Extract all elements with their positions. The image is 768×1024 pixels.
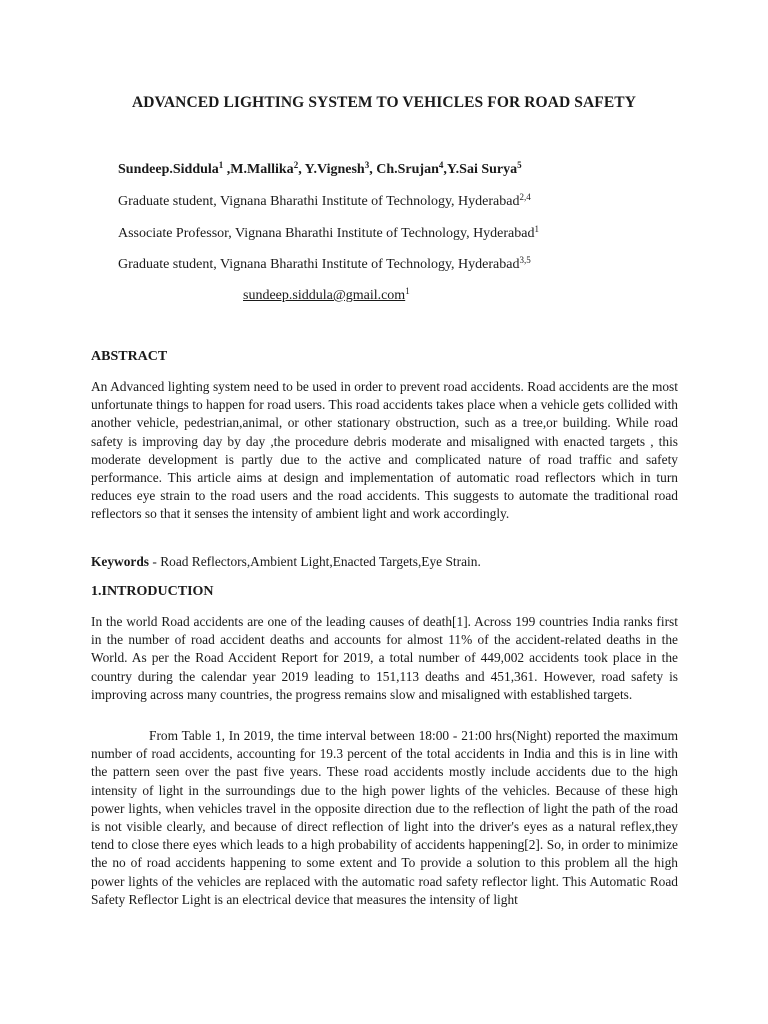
affiliation-text: Associate Professor, Vignana Bharathi Institute of Technology, Hyderabad [118,226,535,241]
author-separator: , [298,162,305,177]
introduction-paragraph: From Table 1, In 2019, the time interval between 18:00 - 21:00 hrs(Night) reported the maximum number of road accidents, accounting for 19.3 percent of the total accidents in India and this is in line with the pattern seen over the past five years. These road accidents mostly include accidents due to the high intensity of light in the surroundings due to the high power lights of the vehicles. Because of these high power lights, when vehicles travel in the opposite direction due to the reflection of light the path of the road is not visible clearly, and because of direct reflection of light into the driver's eyes as a natural reflex,they tend to close there eyes which leads to a high probability of accidents happening[2]. So, in order to minimize the no of road accidents happening to some extent and To provide a solution to this problem all the high power lights of the vehicles are replaced with the automatic road safety reflector light. This Automatic Road Safety Reflector Light is an electrical device that measures the intensity of light [91,728,678,907]
email-link[interactable]: sundeep.siddula@gmail.com [243,288,406,303]
author-affiliation-number: 5 [517,160,522,170]
contact-email [243,288,410,304]
keywords-label: Keywords [91,554,150,569]
author-name: Y.Vignesh [304,162,365,177]
affiliation-line [118,194,531,210]
author-list [118,162,522,178]
author-affiliation-number: 4 [438,160,444,170]
author-affiliation-number: 3 [364,160,370,170]
author-affiliation-number: 1 [218,160,224,170]
introduction-heading: 1.INTRODUCTION [91,584,214,599]
abstract-heading: ABSTRACT [91,349,168,364]
affiliation-number: 3,5 [519,255,531,265]
keywords-text: Road Reflectors,Ambient Light,Enacted Targets,Eye Strain. [160,554,481,569]
introduction-paragraph: In the world Road accidents are one of the leading causes of death[1]. Across 199 countries India ranks first in the number of road accident deaths and accounts for almost 11% of the accident-related deaths in the World. As per the Road Accident Report for 2019, a total number of 449,002 accidents took place in the country during the calendar year 2019 leading to 151,113 deaths and 451,361. However, road safety is improving across many countries, the progress remains slow and misaligned with established targets. [91,614,678,702]
affiliation-text: Graduate student, Vignana Bharathi Institute of Technology, Hyderabad [118,194,520,209]
author-separator: , [443,162,447,177]
author-separator: , [369,162,377,177]
keywords-line [91,554,481,570]
author-name: Sundeep.Siddula [118,162,219,177]
affiliation-line [118,257,531,273]
author-name: Ch.Srujan [376,162,439,177]
email-affiliation-number: 1 [405,286,410,296]
abstract-body: An Advanced lighting system need to be used in order to prevent road accidents. Road accidents are the most unfortunate things to happen for road users. This road accidents takes place when a vehicle gets collided with another vehicle, pedestrian,animal, or other stationary obstruction, such as a tree,or building. While road safety is improving day by day ,the procedure debris moderate and misaligned with enacted targets , this moderate development is partly due to the active and complicated nature of road traffic and safety performance. This article aims at design and implementation of automatic road reflectors which in turn reduces eye strain to the road users and the road accidents. This suggests to automate the traditional road reflectors so that it senses the intensity of ambient light and work accordingly. [91,379,678,522]
author-name: Y.Sai Surya [446,162,518,177]
affiliation-line [118,226,539,242]
author-separator: , [223,162,231,177]
affiliation-text: Graduate student, Vignana Bharathi Institute of Technology, Hyderabad [118,257,520,272]
paper-title: ADVANCED LIGHTING SYSTEM TO VEHICLES FOR ROAD SAFETY [131,94,637,111]
affiliation-number: 1 [534,224,539,234]
affiliation-number: 2,4 [519,192,531,202]
author-name: M.Mallika [230,162,294,177]
keywords-separator: - [149,554,161,569]
author-affiliation-number: 2 [293,160,299,170]
